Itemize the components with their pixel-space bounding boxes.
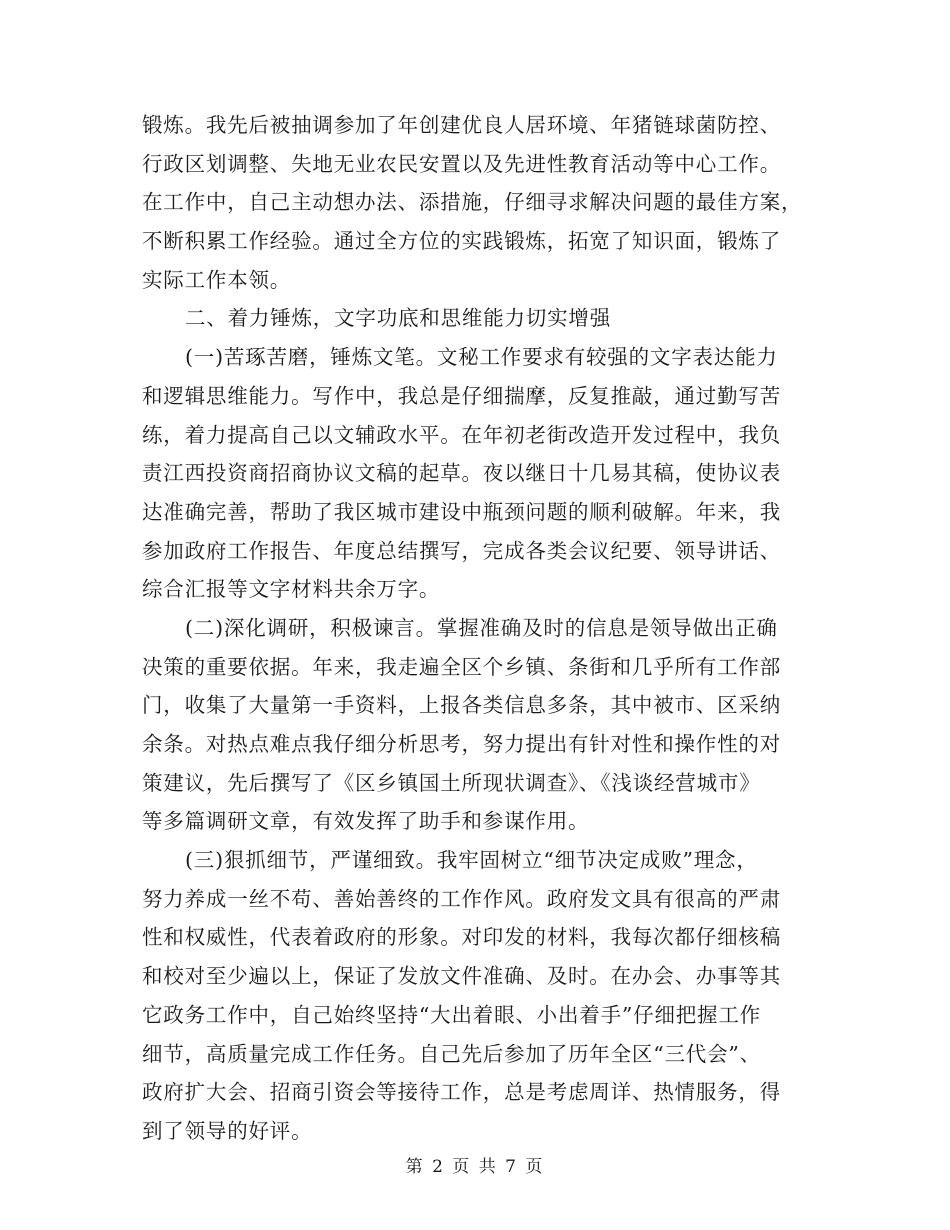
- text-line: 策建议，先后撰写了《区乡镇国土所现状调查》、《浅谈经营城市》: [142, 770, 761, 795]
- text-line: 政府扩大会、招商引资会等接待工作，总是考虑周详、热情服务，得: [142, 1080, 781, 1105]
- text-line: 在工作中，自己主动想办法、添措施，仔细寻求解决问题的最佳方案，: [142, 190, 803, 215]
- text-line: 和逻辑思维能力。写作中，我总是仔细揣摩，反复推敲，通过勤写苦: [142, 383, 781, 408]
- text-line: 达准确完善，帮助了我区城市建设中瓶颈问题的顺利破解。年来，我: [142, 499, 781, 524]
- text-line: 努力养成一丝不苟、善始善终的工作作风。政府发文具有很高的严肃: [142, 886, 781, 911]
- paragraph-writing: [142, 338, 808, 609]
- text-line: (三)狠抓细节，严谨细致。我牢固树立“细节决定成败”理念，: [185, 848, 758, 873]
- text-line: (一)苦琢苦磨，锤炼文笔。文秘工作要求有较强的文字表达能力: [185, 345, 778, 370]
- text-line: 它政务工作中，自己始终坚持“大出着眼、小出着手”仔细把握工作: [142, 1002, 761, 1027]
- text-line: 行政区划调整、失地无业农民安置以及先进性教育活动等中心工作。: [142, 151, 781, 176]
- text-line: 锻炼。我先后被抽调参加了年创建优良人居环境、年猪链球菌防控、: [142, 113, 781, 137]
- text-line: 门，收集了大量第一手资料，上报各类信息多条，其中被市、区采纳: [142, 693, 781, 718]
- text-line: 不断积累工作经验。通过全方位的实践锻炼，拓宽了知识面，锻炼了: [142, 229, 781, 254]
- text-line: (二)深化调研，积极谏言。掌握准确及时的信息是领导做出正确: [185, 615, 778, 640]
- text-line: 决策的重要依据。年来，我走遍全区个乡镇、条街和几乎所有工作部: [142, 654, 781, 679]
- text-line: 余条。对热点难点我仔细分析思考，努力提出有针对性和操作性的对: [142, 732, 781, 756]
- text-line: 综合汇报等文字材料共余万字。: [142, 577, 441, 602]
- text-line: 责江西投资商招商协议文稿的起草。夜以继日十几易其稿，使协议表: [142, 461, 781, 486]
- text-line: 性和权威性，代表着政府的形象。对印发的材料，我每次都仔细核稿: [142, 925, 781, 950]
- paragraph-continuation: [142, 106, 808, 299]
- text-line: 练，着力提高自己以文辅政水平。在年初老街改造开发过程中，我负: [142, 422, 781, 447]
- section-heading: [142, 299, 808, 338]
- text-line: 到了领导的好评。: [142, 1118, 313, 1143]
- page-number-footer: 第 2 页 共 7 页: [405, 1157, 545, 1177]
- paragraph-details: [142, 841, 808, 1151]
- text-line: 等多篇调研文章，有效发挥了助手和参谋作用。: [142, 809, 590, 834]
- text-line: 实际工作本领。: [142, 267, 292, 292]
- document-body: [142, 106, 808, 1151]
- paragraph-research: [142, 609, 808, 841]
- text-line: 细节，高质量完成工作任务。自己先后参加了历年全区“三代会”、: [142, 1041, 761, 1066]
- text-line: 和校对至少遍以上，保证了发放文件准确、及时。在办会、办事等其: [142, 964, 781, 989]
- text-line: 参加政府工作报告、年度总结撰写，完成各类会议纪要、领导讲话、: [142, 538, 781, 563]
- heading-line: 二、着力锤炼，文字功底和思维能力切实增强: [185, 306, 611, 331]
